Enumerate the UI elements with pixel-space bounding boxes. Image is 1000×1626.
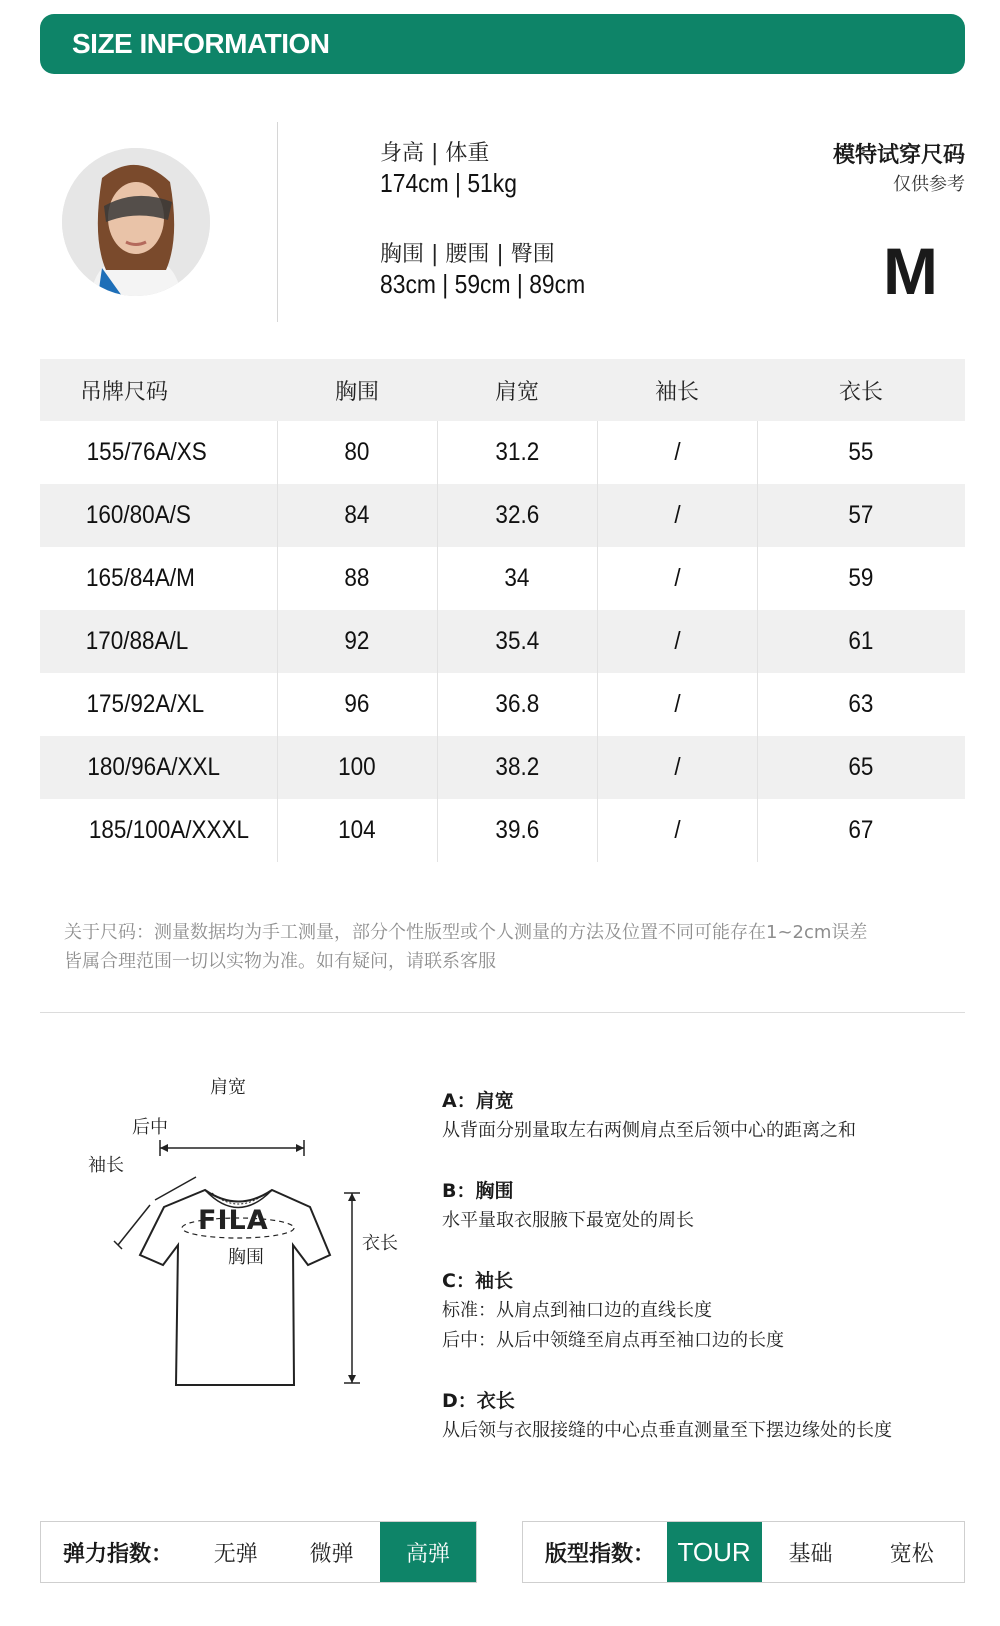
cell-shoulder bbox=[437, 421, 597, 484]
measurements-label: 胸围 | 腰围 | 臀围 bbox=[380, 242, 555, 267]
table-row bbox=[40, 421, 965, 484]
cell-sleeve bbox=[597, 799, 757, 862]
section-header bbox=[40, 14, 965, 74]
section-title: SIZE INFORMATION bbox=[72, 28, 330, 59]
model-divider bbox=[277, 122, 278, 322]
cell-sleeve bbox=[597, 673, 757, 736]
note-line-1: 关于尺码：测量数据均为手工测量，部分个性版型或个人测量的方法及位置不同可能存在1~2cm误差 bbox=[64, 922, 868, 943]
cell-text: 160/80A/S bbox=[85, 501, 191, 529]
definition-text: 标准：从肩点到袖口边的直线长度 bbox=[442, 1300, 712, 1321]
header-tag-size: 吊牌尺码 bbox=[40, 359, 277, 421]
cell-text: / bbox=[673, 627, 681, 655]
cell-shoulder bbox=[437, 484, 597, 547]
fit-option-loose: 宽松 bbox=[889, 1541, 934, 1567]
cell-text: 55 bbox=[848, 438, 874, 466]
section-divider bbox=[40, 1012, 965, 1013]
cell-shoulder bbox=[437, 736, 597, 799]
diagram-label-back-center: 后中 bbox=[132, 1117, 168, 1138]
cell-sleeve bbox=[597, 421, 757, 484]
cell-tag-size bbox=[40, 673, 277, 736]
cell-length bbox=[757, 673, 965, 736]
cell-length bbox=[757, 421, 965, 484]
cell-sleeve bbox=[597, 610, 757, 673]
note-line-2: 皆属合理范围一切以实物为准。如有疑问，请联系客服 bbox=[64, 951, 496, 972]
cell-text: 104 bbox=[338, 816, 376, 844]
definition-sleeve bbox=[442, 1266, 982, 1356]
cell-text: 63 bbox=[848, 690, 874, 718]
cell-text: / bbox=[673, 438, 681, 466]
cell-chest bbox=[277, 673, 437, 736]
cell-text: / bbox=[673, 690, 681, 718]
cell-tag-size bbox=[40, 736, 277, 799]
table-header-row bbox=[40, 359, 965, 421]
measurement-definitions bbox=[442, 1086, 982, 1476]
table-row bbox=[40, 484, 965, 547]
cell-text: 61 bbox=[848, 627, 874, 655]
cell-shoulder bbox=[437, 610, 597, 673]
height-weight-label: 身高 | 体重 bbox=[380, 141, 490, 166]
cell-length bbox=[757, 736, 965, 799]
definition-shoulder bbox=[442, 1086, 982, 1146]
table-row bbox=[40, 547, 965, 610]
elasticity-option-none: 无弹 bbox=[213, 1541, 258, 1567]
fit-option-basic: 基础 bbox=[788, 1541, 833, 1567]
size-table bbox=[40, 359, 965, 862]
definition-text: 从背面分别量取左右两侧肩点至后领中心的距离之和 bbox=[442, 1120, 856, 1141]
cell-text: 84 bbox=[344, 501, 370, 529]
definition-text: 水平量取衣服腋下最宽处的周长 bbox=[442, 1210, 694, 1231]
cell-text: 36.8 bbox=[495, 690, 539, 718]
cell-text: / bbox=[673, 753, 681, 781]
model-portrait-image bbox=[62, 148, 210, 296]
cell-text: 185/100A/XXXL bbox=[88, 816, 250, 844]
definition-text: 从后领与衣服接缝的中心点垂直测量至下摆边缘处的长度 bbox=[442, 1420, 892, 1441]
cell-text: 35.4 bbox=[495, 627, 539, 655]
cell-text: 67 bbox=[848, 816, 874, 844]
cell-text: / bbox=[673, 501, 681, 529]
fit-label: 版型指数： bbox=[545, 1541, 656, 1567]
model-fit-subtitle: 仅供参考 bbox=[893, 174, 965, 195]
cell-text: 38.2 bbox=[495, 753, 539, 781]
cell-shoulder bbox=[437, 799, 597, 862]
cell-text: 170/88A/L bbox=[85, 627, 189, 655]
cell-tag-size bbox=[40, 799, 277, 862]
cell-text: 59 bbox=[848, 564, 874, 592]
elasticity-option-high: 高弹 bbox=[380, 1522, 476, 1582]
definition-title: D：衣长 bbox=[442, 1390, 515, 1412]
cell-text: 165/84A/M bbox=[86, 564, 195, 592]
diagram-label-sleeve: 袖长 bbox=[88, 1155, 124, 1176]
cell-tag-size bbox=[40, 484, 277, 547]
cell-text: 180/96A/XXL bbox=[87, 753, 220, 781]
header-sleeve: 袖长 bbox=[597, 359, 757, 421]
measurement-note bbox=[64, 918, 964, 976]
model-avatar bbox=[62, 148, 210, 296]
definition-length bbox=[442, 1386, 982, 1446]
diagram-label-length: 衣长 bbox=[362, 1233, 398, 1254]
fit-option-tour: TOUR bbox=[667, 1522, 762, 1582]
cell-tag-size bbox=[40, 610, 277, 673]
cell-text: 88 bbox=[344, 564, 370, 592]
cell-shoulder bbox=[437, 673, 597, 736]
definition-title: B：胸围 bbox=[442, 1180, 514, 1202]
cell-chest bbox=[277, 421, 437, 484]
height-weight-value: 174cm | 51kg bbox=[380, 168, 517, 198]
diagram-label-chest: 胸围 bbox=[228, 1247, 264, 1268]
elasticity-option-slight: 微弹 bbox=[309, 1541, 354, 1567]
cell-text: 92 bbox=[344, 627, 370, 655]
cell-text: 96 bbox=[344, 690, 370, 718]
cell-chest bbox=[277, 547, 437, 610]
cell-text: 31.2 bbox=[495, 438, 539, 466]
header-chest: 胸围 bbox=[277, 359, 437, 421]
fit-index bbox=[522, 1521, 965, 1583]
table-row bbox=[40, 610, 965, 673]
cell-tag-size bbox=[40, 547, 277, 610]
cell-chest bbox=[277, 799, 437, 862]
cell-chest bbox=[277, 610, 437, 673]
cell-shoulder bbox=[437, 547, 597, 610]
model-fit-title: 模特试穿尺码 bbox=[832, 143, 965, 168]
cell-text: 155/76A/XS bbox=[86, 438, 207, 466]
cell-text: 100 bbox=[338, 753, 376, 781]
cell-text: 80 bbox=[344, 438, 370, 466]
cell-length bbox=[757, 484, 965, 547]
definition-chest bbox=[442, 1176, 982, 1236]
elasticity-index bbox=[40, 1521, 477, 1583]
definition-title: C：袖长 bbox=[442, 1270, 513, 1292]
table-row bbox=[40, 673, 965, 736]
cell-tag-size bbox=[40, 421, 277, 484]
cell-sleeve bbox=[597, 484, 757, 547]
definition-text: 后中：从后中领缝至肩点再至袖口边的长度 bbox=[442, 1330, 784, 1351]
header-shoulder: 肩宽 bbox=[437, 359, 597, 421]
elasticity-label: 弹力指数： bbox=[63, 1541, 174, 1567]
cell-text: 32.6 bbox=[495, 501, 539, 529]
model-fit-size: M bbox=[883, 234, 938, 308]
cell-text: 34 bbox=[504, 564, 530, 592]
tshirt-diagram bbox=[80, 1077, 420, 1415]
table-row bbox=[40, 799, 965, 862]
cell-text: 39.6 bbox=[495, 816, 539, 844]
cell-text: / bbox=[673, 564, 681, 592]
header-length: 衣长 bbox=[757, 359, 965, 421]
cell-sleeve bbox=[597, 547, 757, 610]
cell-length bbox=[757, 610, 965, 673]
measurements-value: 83cm | 59cm | 89cm bbox=[380, 269, 586, 299]
cell-text: 175/92A/XL bbox=[86, 690, 205, 718]
table-row bbox=[40, 736, 965, 799]
cell-length bbox=[757, 547, 965, 610]
definition-title: A：肩宽 bbox=[442, 1090, 514, 1112]
cell-chest bbox=[277, 484, 437, 547]
cell-length bbox=[757, 799, 965, 862]
cell-chest bbox=[277, 736, 437, 799]
diagram-label-shoulder: 肩宽 bbox=[210, 1077, 246, 1098]
cell-text: 65 bbox=[848, 753, 874, 781]
cell-text: / bbox=[673, 816, 681, 844]
fila-logo: FILA bbox=[198, 1205, 269, 1236]
cell-text: 57 bbox=[848, 501, 874, 529]
cell-sleeve bbox=[597, 736, 757, 799]
